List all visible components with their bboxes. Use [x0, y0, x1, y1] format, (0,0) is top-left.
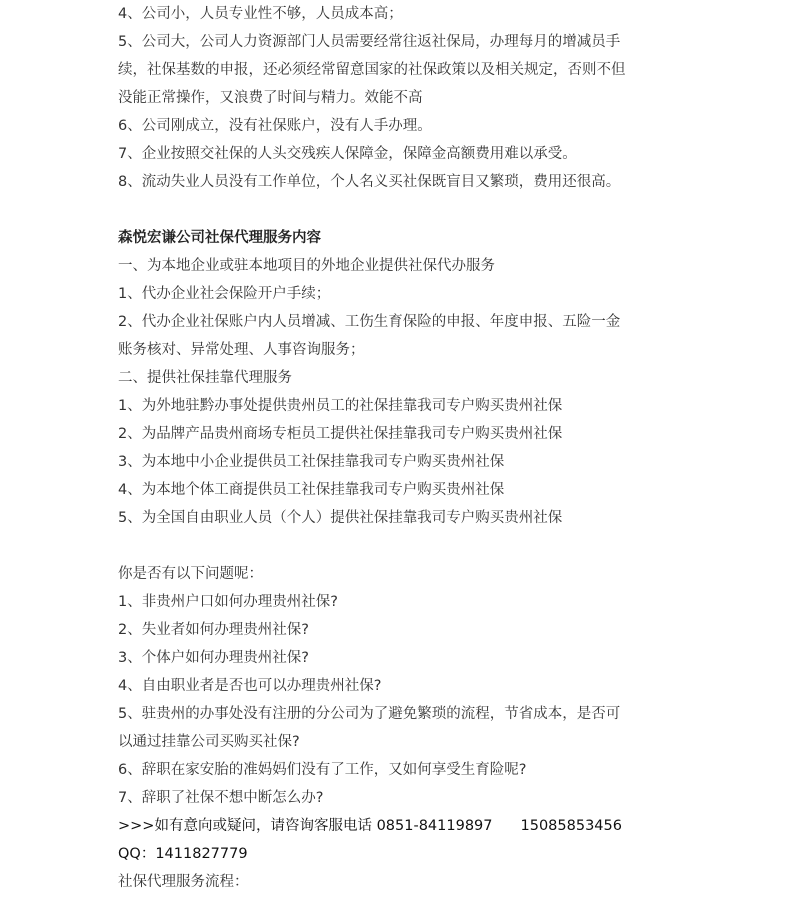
service-item: 2、为品牌产品贵州商场专柜员工提供社保挂靠我司专户购买贵州社保	[118, 426, 563, 442]
service-item: 账务核对、异常处理、人事咨询服务；	[118, 342, 365, 358]
spacer	[118, 532, 680, 560]
faq-item: 7、辞职了社保不想中断怎么办?	[118, 790, 324, 806]
spacer	[118, 196, 680, 224]
service-item: 1、代办企业社会保险开户手续；	[118, 286, 331, 302]
problem-item: 6、公司刚成立，没有社保账户，没有人手办理。	[118, 118, 432, 134]
qq-label: QQ：	[118, 846, 156, 862]
qq-number: 1411827779	[155, 846, 248, 862]
faq-title: 你是否有以下问题呢：	[118, 566, 263, 582]
faq-item: 4、自由职业者是否也可以办理贵州社保?	[118, 678, 382, 694]
section-title: 二、提供社保挂靠代理服务	[118, 370, 292, 386]
problem-item: 7、企业按照交社保的人头交残疾人保障金，保障金高额费用难以承受。	[118, 146, 577, 162]
service-item: 4、为本地个体工商提供员工社保挂靠我司专户购买贵州社保	[118, 482, 505, 498]
contact-line	[118, 812, 680, 840]
contact-phone-1: 0851-84119897	[376, 818, 493, 834]
faq-item: 2、失业者如何办理贵州社保?	[118, 622, 309, 638]
problem-item: 4、公司小，人员专业性不够，人员成本高；	[118, 6, 403, 22]
service-item: 3、为本地中小企业提供员工社保挂靠我司专户购买贵州社保	[118, 454, 505, 470]
problem-item: 续，社保基数的申报，还必须经常留意国家的社保政策以及相关规定，否则不但	[118, 62, 626, 78]
section-title: 一、为本地企业或驻本地项目的外地企业提供社保代办服务	[118, 258, 495, 274]
service-item: 1、为外地驻黔办事处提供贵州员工的社保挂靠我司专户购买贵州社保	[118, 398, 563, 414]
document-body	[118, 0, 680, 896]
contact-phone-2: 15085853456	[520, 818, 622, 834]
problem-item: 5、公司大，公司人力资源部门人员需要经常往返社保局，办理每月的增减员手	[118, 34, 621, 50]
services-title: 森悦宏谦公司社保代理服务内容	[118, 230, 321, 246]
faq-item: 3、个体户如何办理贵州社保?	[118, 650, 309, 666]
contact-prefix: >>>	[118, 818, 155, 834]
service-item: 5、为全国自由职业人员（个人）提供社保挂靠我司专户购买贵州社保	[118, 510, 563, 526]
problem-item: 8、流动失业人员没有工作单位，个人名义买社保既盲目又繁琐，费用还很高。	[118, 174, 621, 190]
problem-item: 没能正常操作，又浪费了时间与精力。效能不高	[118, 90, 423, 106]
contact-text: 如有意向或疑问，请咨询客服电话	[154, 818, 372, 834]
qq-line	[118, 840, 680, 868]
faq-item: 1、非贵州户口如何办理贵州社保?	[118, 594, 338, 610]
service-item: 2、代办企业社保账户内人员增减、工伤生育保险的申报、年度申报、五险一金	[118, 314, 621, 330]
faq-item: 以通过挂靠公司买购买社保?	[118, 734, 300, 750]
faq-item: 6、辞职在家安胎的准妈妈们没有了工作，又如何享受生育险呢?	[118, 762, 527, 778]
process-title: 社保代理服务流程：	[118, 874, 249, 890]
faq-item: 5、驻贵州的办事处没有注册的分公司为了避免繁琐的流程，节省成本，是否可	[118, 706, 621, 722]
